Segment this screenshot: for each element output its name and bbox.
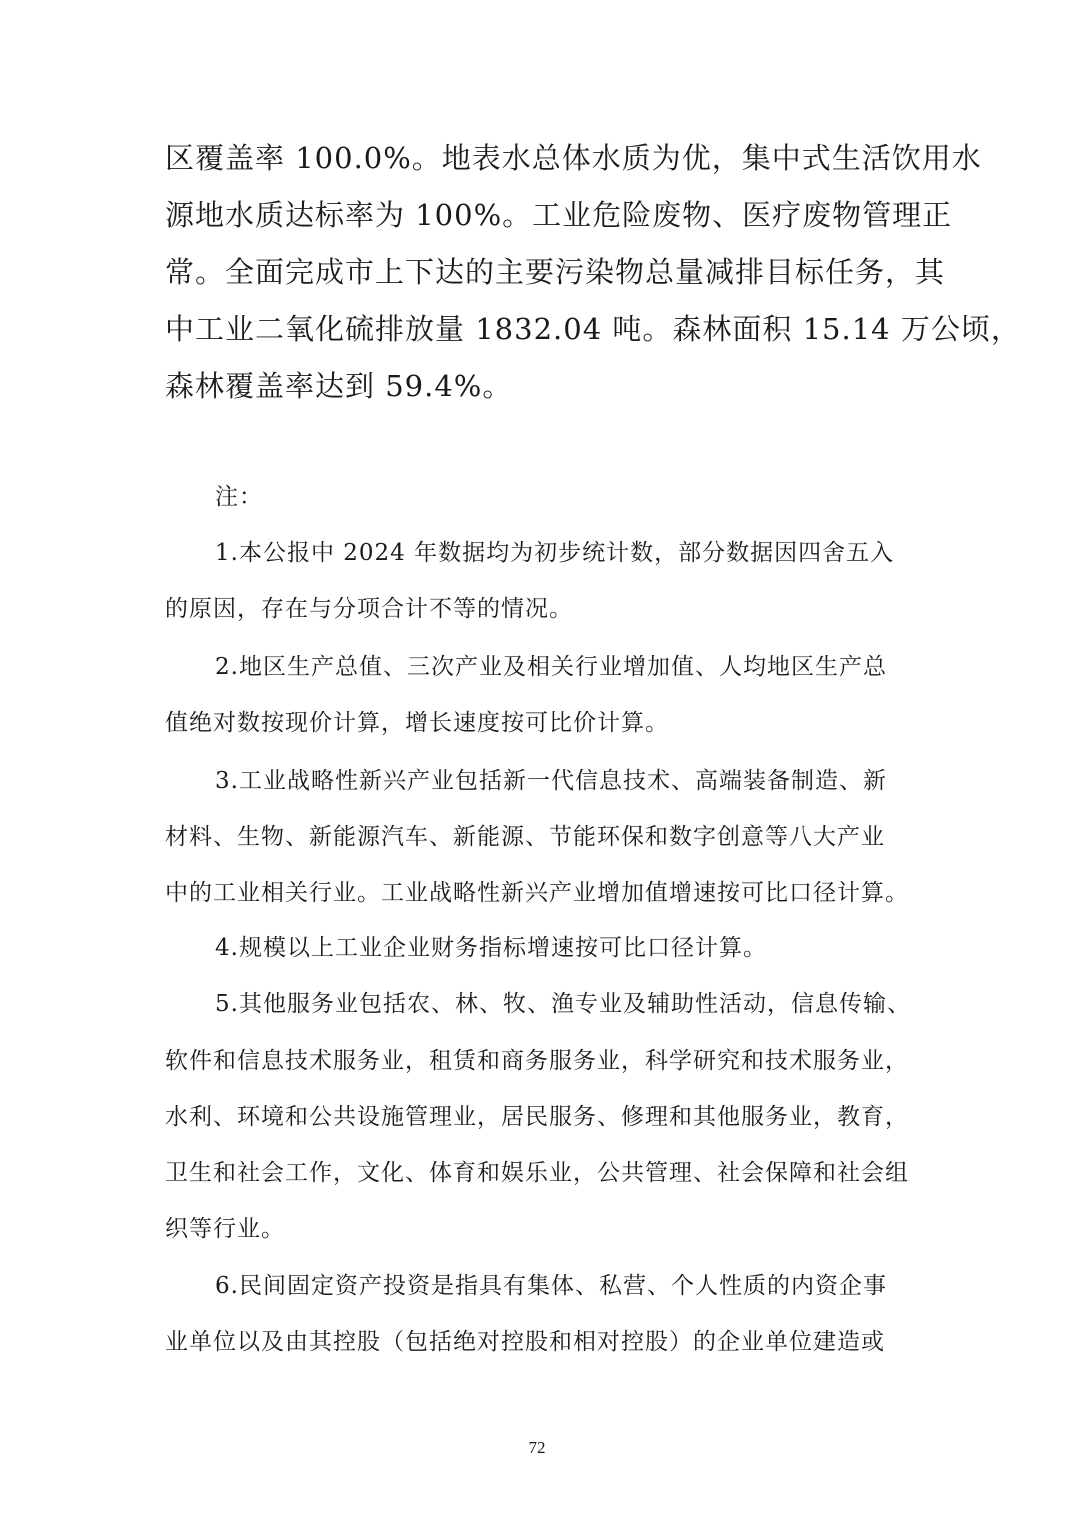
note-5-line-1: 5.其他服务业包括农、林、牧、渔专业及辅助性活动，信息传输、 (215, 991, 911, 1017)
note-6-line-1: 6.民间固定资产投资是指具有集体、私营、个人性质的内资企事 (215, 1273, 887, 1299)
note-1-line-2: 的原因，存在与分项合计不等的情况。 (165, 596, 573, 622)
note-5-line-3: 水利、环境和公共设施管理业，居民服务、修理和其他服务业，教育， (165, 1104, 909, 1130)
note-3-line-1: 3.工业战略性新兴产业包括新一代信息技术、高端装备制造、新 (215, 768, 887, 794)
main-paragraph-line-2: 源地水质达标率为 100%。工业危险废物、医疗废物管理正 (165, 198, 953, 232)
note-2-line-1: 2.地区生产总值、三次产业及相关行业增加值、人均地区生产总 (215, 654, 887, 680)
main-paragraph-line-1: 区覆盖率 100.0%。地表水总体水质为优，集中式生活饮用水 (165, 141, 982, 175)
main-paragraph-line-3: 常。全面完成市上下达的主要污染物总量减排目标任务，其 (165, 255, 946, 289)
note-6-line-2: 业单位以及由其控股（包括绝对控股和相对控股）的企业单位建造或 (165, 1329, 885, 1355)
note-1-line-1: 1.本公报中 2024 年数据均为初步统计数，部分数据因四舍五入 (215, 540, 895, 566)
note-5-line-4: 卫生和社会工作，文化、体育和娱乐业，公共管理、社会保障和社会组 (165, 1160, 909, 1186)
note-2-line-2: 值绝对数按现价计算，增长速度按可比价计算。 (165, 710, 669, 736)
notes-heading: 注： (215, 484, 263, 510)
main-paragraph-line-4: 中工业二氧化硫排放量 1832.04 吨。森林面积 15.14 万公顷， (165, 312, 1021, 346)
page-number: 72 (528, 1438, 546, 1457)
note-5-line-5: 织等行业。 (165, 1216, 285, 1242)
note-5-line-2: 软件和信息技术服务业，租赁和商务服务业，科学研究和技术服务业， (165, 1048, 909, 1074)
note-4-line-1: 4.规模以上工业企业财务指标增速按可比口径计算。 (215, 935, 767, 961)
note-3-line-3: 中的工业相关行业。工业战略性新兴产业增加值增速按可比口径计算。 (165, 880, 909, 906)
note-3-line-2: 材料、生物、新能源汽车、新能源、节能环保和数字创意等八大产业 (165, 824, 885, 850)
main-paragraph-line-5: 森林覆盖率达到 59.4%。 (165, 369, 513, 403)
